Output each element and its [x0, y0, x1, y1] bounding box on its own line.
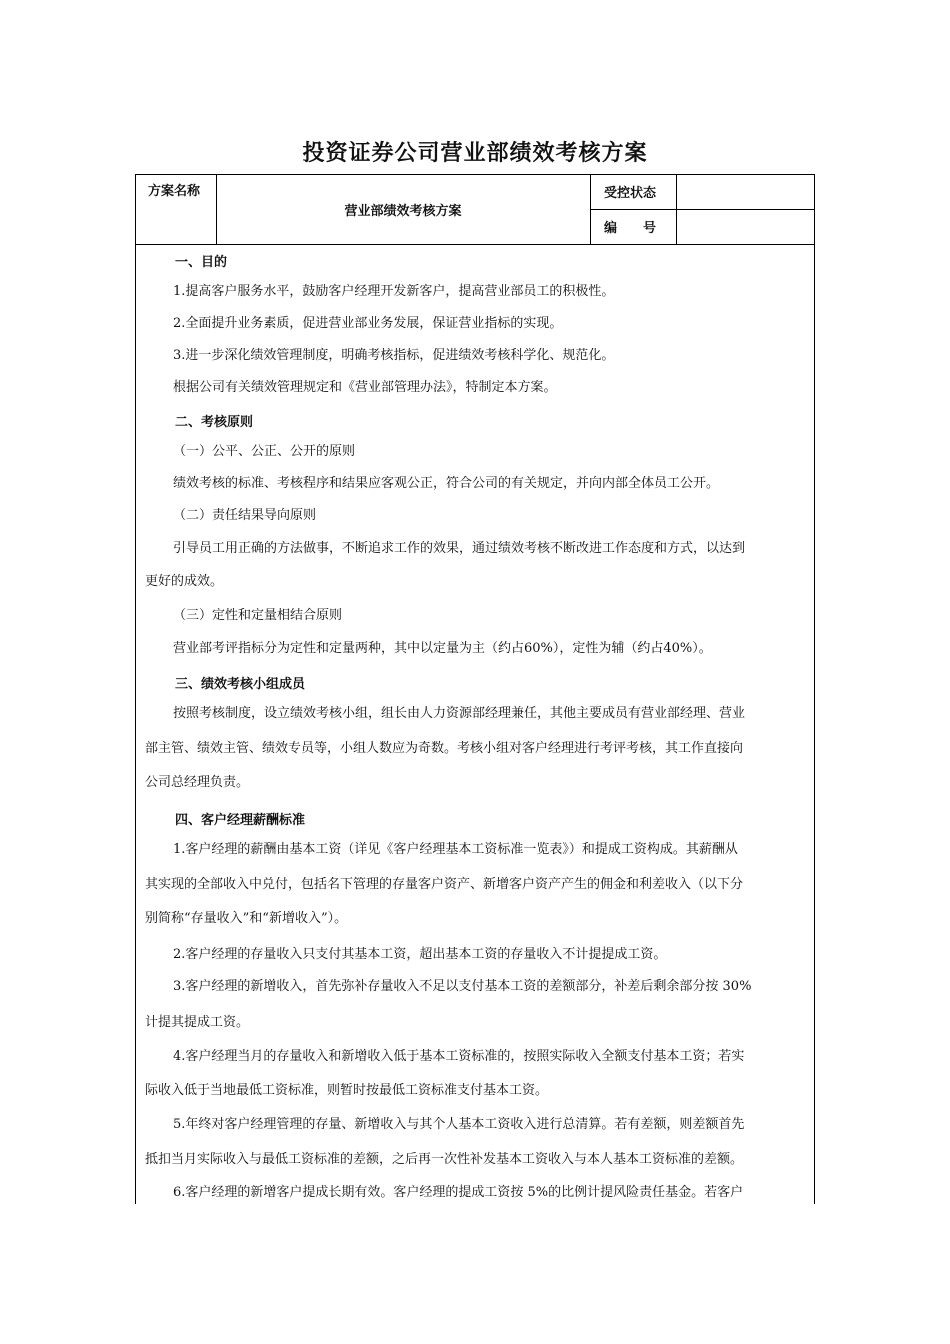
document-body: [145, 0, 805, 1344]
paragraph: 1.提高客户服务水平，鼓励客户经理开发新客户，提高营业部员工的积极性。: [173, 284, 615, 299]
control-status-label: 受控状态: [604, 186, 657, 201]
subheading: （二）责任结果导向原则: [173, 508, 317, 523]
section-heading: 四、客户经理薪酬标准: [175, 813, 306, 828]
paragraph: 计提其提成工资。: [145, 1015, 250, 1030]
paragraph: 营业部考评指标分为定性和定量两种，其中以定量为主（约占60%），定性为辅（约占40%）。: [173, 641, 712, 656]
paragraph: 5.年终对客户经理管理的存量、新增收入与其个人基本工资收入进行总清算。若有差额，则差额首先: [173, 1117, 745, 1132]
plan-name-value: 营业部绩效考核方案: [344, 204, 462, 219]
number-label: 编 号: [604, 221, 657, 236]
paragraph: 2.全面提升业务素质，促进营业部业务发展，保证营业指标的实现。: [173, 316, 563, 331]
paragraph: 其实现的全部收入中兑付，包括名下管理的存量客户资产、新增客户资产产生的佣金和利差收入（以下分: [145, 877, 744, 892]
paragraph: 3.进一步深化绩效管理制度，明确考核指标，促进绩效考核科学化、规范化。: [173, 348, 615, 363]
paragraph: 更好的成效。: [145, 574, 224, 589]
paragraph: 抵扣当月实际收入与最低工资标准的差额，之后再一次性补发基本工资收入与本人基本工资标准的差额。: [145, 1152, 744, 1167]
subheading: （三）定性和定量相结合原则: [173, 608, 343, 623]
section-heading: 一、目的: [175, 255, 228, 270]
paragraph: 公司总经理负责。: [145, 775, 250, 790]
paragraph: 部主管、绩效主管、绩效专员等，小组人数应为奇数。考核小组对客户经理进行考评考核，其工作直接向: [145, 741, 744, 756]
paragraph: 绩效考核的标准、考核程序和结果应客观公正，符合公司的有关规定，并向内部全体员工公开。: [173, 476, 720, 491]
paragraph: 引导员工用正确的方法做事，不断追求工作的效果，通过绩效考核不断改进工作态度和方式，以达到: [173, 541, 746, 556]
paragraph: 按照考核制度，设立绩效考核小组，组长由人力资源部经理兼任，其他主要成员有营业部经理、营业: [173, 706, 746, 721]
paragraph: 4.客户经理当月的存量收入和新增收入低于基本工资标准的，按照实际收入全额支付基本工资；若实: [173, 1049, 745, 1064]
paragraph: 1.客户经理的薪酬由基本工资（详见《客户经理基本工资标准一览表》）和提成工资构成。其薪酬从: [173, 842, 738, 857]
paragraph: 别简称“存量收入”和“新增收入”）。: [145, 911, 348, 926]
section-heading: 二、考核原则: [175, 415, 254, 430]
section-heading: 三、绩效考核小组成员: [175, 677, 306, 692]
plan-name-label: 方案名称: [148, 184, 201, 199]
paragraph: 6.客户经理的新增客户提成长期有效。客户经理的提成工资按 5%的比例计提风险责任基金。若客户: [173, 1185, 744, 1200]
paragraph: 际收入低于当地最低工资标准，则暂时按最低工资标准支付基本工资。: [145, 1083, 549, 1098]
paragraph: 根据公司有关绩效管理规定和《营业部管理办法》，特制定本方案。: [173, 380, 557, 395]
paragraph: 3.客户经理的新增收入，首先弥补存量收入不足以支付基本工资的差额部分，补差后剩余部分按 30%: [173, 979, 752, 994]
subheading: （一）公平、公正、公开的原则: [173, 444, 356, 459]
document-title: 投资证券公司营业部绩效考核方案: [302, 141, 648, 166]
paragraph: 2.客户经理的存量收入只支付其基本工资，超出基本工资的存量收入不计提提成工资。: [173, 947, 667, 962]
